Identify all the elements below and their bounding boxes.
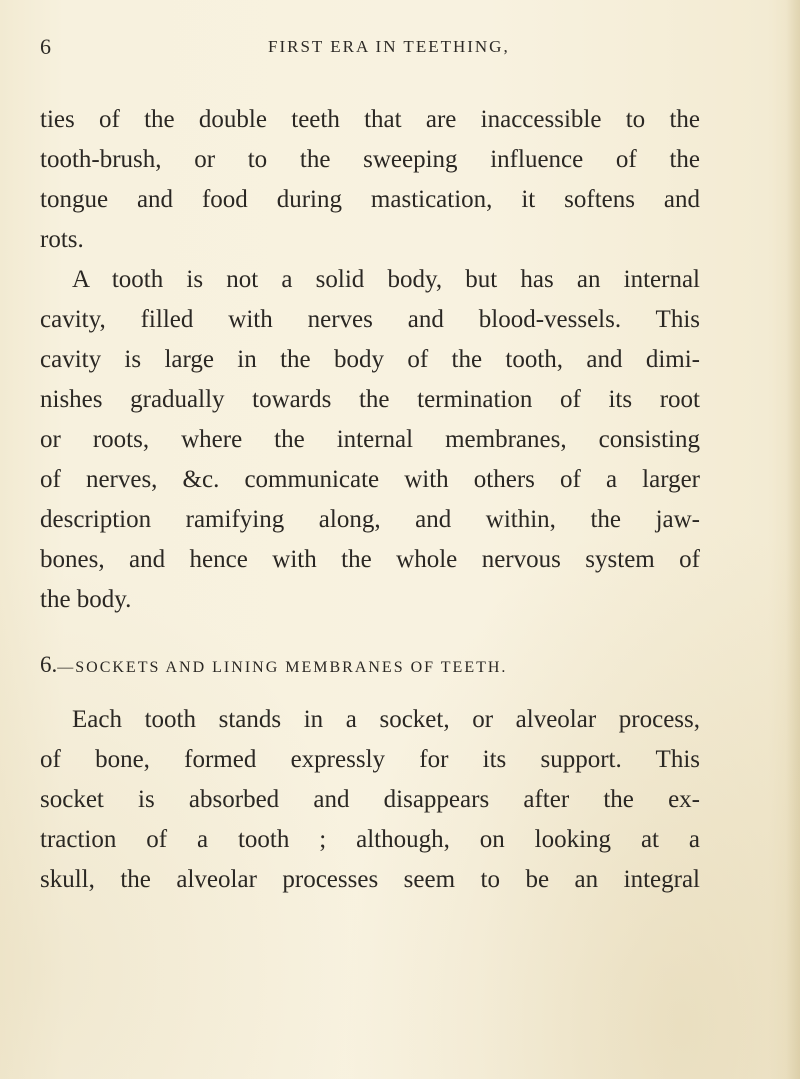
text-line: A tooth is not a solid body, but has an internal [72,266,700,293]
paragraph-2 [40,260,700,620]
text-line: traction of a tooth ; although, on looking at a [40,826,700,853]
page-edge-shadow [786,0,800,1079]
text-line: the body. [40,586,132,613]
text-line: description ramifying along, and within, the jaw- [40,506,700,533]
section-title: —SOCKETS AND LINING MEMBRANES OF TEETH. [57,659,508,676]
text-line: Each tooth stands in a socket, or alveolar process, [72,706,700,733]
text-line: tooth-brush, or to the sweeping influence of the [40,146,700,173]
text-line: socket is absorbed and disappears after the ex- [40,786,700,813]
paragraph-3 [40,700,700,900]
text-line: or roots, where the internal membranes, consisting [40,426,700,453]
text-line: bones, and hence with the whole nervous system of [40,546,700,573]
running-head: FIRST ERA IN TEETHING, [268,37,510,56]
page-number: 6 [40,34,51,59]
text-line: cavity, filled with nerves and blood-vessels. This [40,306,700,333]
text-line: nishes gradually towards the termination of its root [40,386,700,413]
paragraph-1 [40,100,700,260]
section-heading [40,652,740,678]
page-header [0,28,800,68]
text-line: tongue and food during mastication, it softens and [40,186,700,213]
text-line: skull, the alveolar processes seem to be an integral [40,866,700,893]
text-line: cavity is large in the body of the tooth, and dimi- [40,346,700,373]
text-line: rots. [40,226,84,253]
section-number: 6. [40,652,58,677]
text-line: ties of the double teeth that are inaccessible to the [40,106,700,133]
text-line: of bone, formed expressly for its support. This [40,746,700,773]
text-line: of nerves, &c. communicate with others of a larger [40,466,700,493]
